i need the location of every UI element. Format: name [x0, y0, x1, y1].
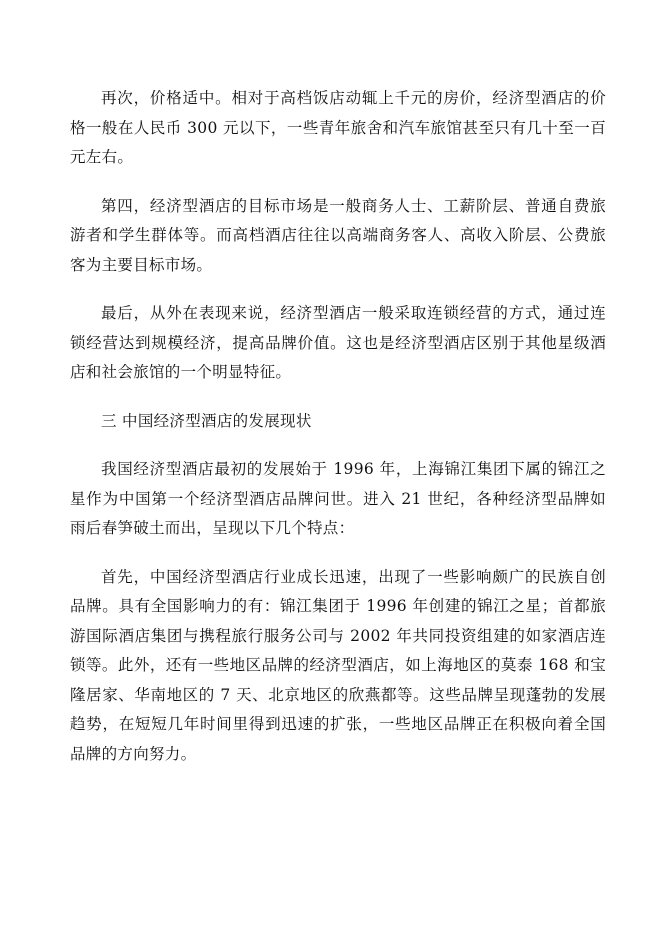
paragraph-chain-operation: 最后，从外在表现来说，经济型酒店一般采取连锁经营的方式，通过连锁经营达到规模经济，提高品牌价值。这也是经济型酒店区别于其他星级酒店和社会旅馆的一个明显特征。	[70, 304, 606, 381]
paragraph-target-market: 第四，经济型酒店的目标市场是一般商务人士、工薪阶层、普通自费旅游者和学生群体等。而高档酒店往往以高端商务客人、高收入阶层、公费旅客为主要目标市场。	[70, 196, 606, 274]
paragraph-price: 再次，价格适中。相对于高档饭店动辄上千元的房价，经济型酒店的价格一般在人民币 300 元以下，一些青年旅舍和汽车旅馆甚至只有几十至一百元左右。	[70, 89, 606, 166]
paragraph-development-origin: 我国经济型酒店最初的发展始于 1996 年，上海锦江集团下属的锦江之星作为中国第一个经济型酒店品牌问世。进入 21 世纪，各种经济型品牌如雨后春笋破土而出，呈现以下几个特点：	[70, 460, 606, 537]
paragraph-growth-brands: 首先，中国经济型酒店行业成长迅速，出现了一些影响颇广的民族自创品牌。具有全国影响力的有：锦江集团于 1996 年创建的锦江之星；首都旅游国际酒店集团与携程旅行服务公司与 2002 年共同投资组建的如家酒店连锁等。此外，还有一些地区品牌的经济型酒店，如上海地区的莫泰 168 和宝隆居家、华南地区的 7 天、北京地区的欣燕都等。这些品牌呈现蓬勃的发展趋势，在短短几年时间里得到迅速的扩张，一些地区品牌正在积极向着全国品牌的方向努力。	[70, 567, 606, 763]
section-heading: 三 中国经济型酒店的发展现状	[101, 411, 312, 430]
document-body	[70, 84, 606, 788]
